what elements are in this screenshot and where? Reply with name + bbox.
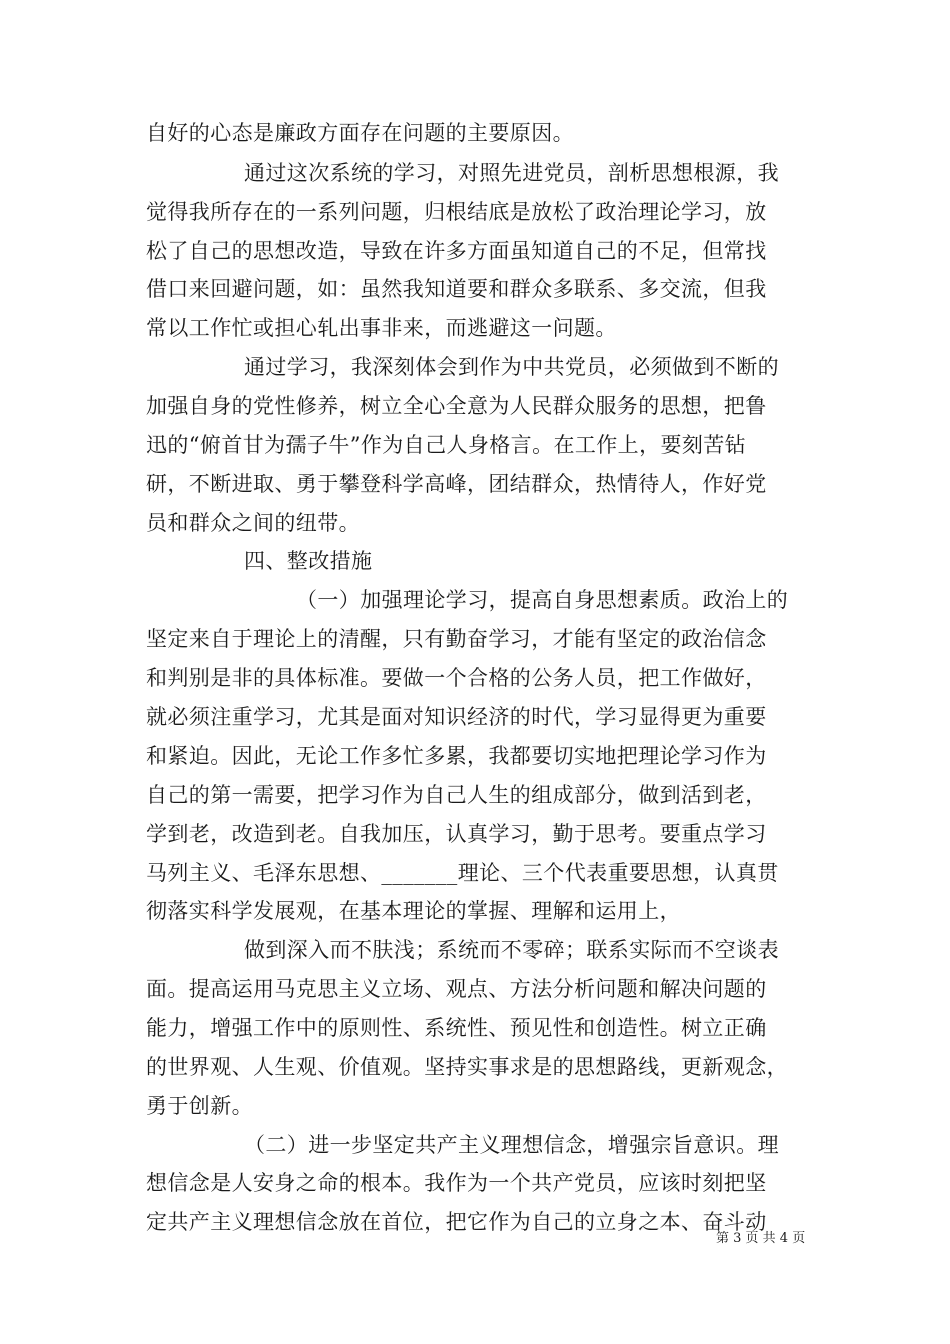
text-line: 借口来回避问题，如：虽然我知道要和群众多联系、多交流，但我 — [146, 277, 767, 301]
text-line: 自己的第一需要，把学习作为自己人生的组成部分，做到活到老， — [146, 783, 767, 807]
text-line: 觉得我所存在的一系列问题，归根结底是放松了政治理论学习，放 — [146, 200, 767, 224]
text-line: 想信念是人安身之命的根本。我作为一个共产党员，应该时刻把坚 — [146, 1171, 767, 1195]
text-line: 能力，增强工作中的原则性、系统性、预见性和创造性。树立正确 — [146, 1016, 767, 1040]
text-line: 员和群众之间的纽带。 — [146, 511, 360, 535]
text-line: 通过这次系统的学习，对照先进党员，剖析思想根源，我 — [244, 161, 779, 185]
text-line: 常以工作忙或担心轧出事非来，而逃避这一问题。 — [146, 316, 617, 340]
text-line: 马列主义、毛泽东思想、_______理论、三个代表重要思想，认真贯 — [146, 861, 779, 885]
text-line: 加强自身的党性修养，树立全心全意为人民群众服务的思想，把鲁 — [146, 394, 767, 418]
text-line: 研，不断进取、勇于攀登科学高峰，团结群众，热情待人，作好党 — [146, 472, 767, 496]
page-number: 第 3 页 共 4 页 — [716, 1231, 806, 1246]
text-line: 定共产主义理想信念放在首位，把它作为自己的立身之本、奋斗动 — [146, 1210, 767, 1234]
text-line: 做到深入而不肤浅；系统而不零碎；联系实际而不空谈表 — [244, 938, 779, 962]
text-line: 松了自己的思想改造，导致在许多方面虽知道自己的不足，但常找 — [146, 239, 767, 263]
text-line: 和紧迫。因此，无论工作多忙多累，我都要切实地把理论学习作为 — [146, 744, 767, 768]
text-line: 坚定来自于理论上的清醒，只有勤奋学习，才能有坚定的政治信念 — [146, 627, 767, 651]
text-line: （二）进一步坚定共产主义理想信念，增强宗旨意识。理 — [244, 1133, 779, 1157]
text-line: 迅的“俯首甘为孺子牛”作为自己人身格言。在工作上，要刻苦钻 — [146, 433, 747, 457]
text-line: 就必须注重学习，尤其是面对知识经济的时代，学习显得更为重要 — [146, 705, 767, 729]
text-line: 面。提高运用马克思主义立场、观点、方法分析问题和解决问题的 — [146, 977, 767, 1001]
text-line: （一）加强理论学习，提高自身思想素质。政治上的 — [296, 588, 789, 612]
text-line: 彻落实科学发展观，在基本理论的掌握、理解和运用上， — [146, 899, 681, 923]
text-line: 通过学习，我深刻体会到作为中共党员，必须做到不断的 — [244, 355, 779, 379]
text-line: 勇于创新。 — [146, 1094, 253, 1118]
text-line: 学到老，改造到老。自我加压，认真学习，勤于思考。要重点学习 — [146, 822, 767, 846]
text-line: 自好的心态是廉政方面存在问题的主要原因。 — [146, 121, 574, 145]
text-line: 和判别是非的具体标准。要做一个合格的公务人员，把工作做好， — [146, 666, 767, 690]
text-line: 的世界观、人生观、价值观。坚持实事求是的思想路线，更新观念， — [146, 1055, 788, 1079]
section-heading: 四、整改措施 — [244, 549, 373, 573]
